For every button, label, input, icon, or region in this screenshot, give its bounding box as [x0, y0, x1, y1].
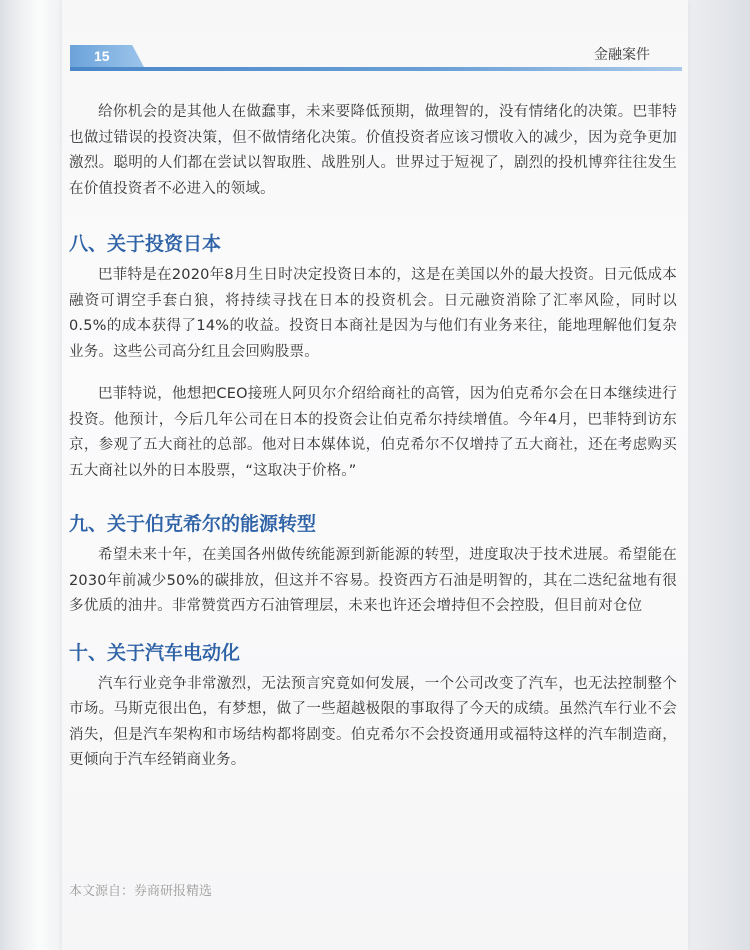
article-body — [69, 100, 677, 774]
page-number: 15 — [94, 48, 110, 64]
heading-japan: 八、关于投资日本 — [69, 233, 222, 255]
source-note: 本文源自：券商研报精选 — [69, 884, 213, 899]
paragraph-intro: 给你机会的是其他人在做蠢事，未来要降低预期，做理智的，没有情绪化的决策。巴菲特也做过错误的投资决策，但不做情绪化决策。价值投资者应该习惯收入的减少，因为竞争更加激烈。聪明的人们都在尝试以智取胜、战胜别人。世界过于短视了，剧烈的投机博弈往往发生在价值投资者不必进入的领域。 — [69, 104, 677, 197]
section-label: 金融案件 — [594, 47, 650, 63]
paragraph-ev: 汽车行业竞争非常激烈，无法预言究竟如何发展，一个公司改变了汽车，也无法控制整个市场。马斯克很出色，有梦想，做了一些超越极限的事取得了今天的成绩。虽然汽车行业不会消失，但是汽车架构和市场结构都将剧变。伯克希尔不会投资通用或福特这样的汽车制造商，更倾向于汽车经销商业务。 — [69, 675, 677, 768]
paragraph-energy: 希望未来十年，在美国各州做传统能源到新能源的转型，进度取决于技术进展。希望能在2030年前减少50%的碳排放，但这并不容易。投资西方石油是明智的，其在二迭纪盆地有很多优质的油井。非常赞赏西方石油管理层，未来也许还会增持但不会控股，但目前对仓位 — [69, 547, 677, 614]
heading-energy: 九、关于伯克希尔的能源转型 — [69, 513, 317, 535]
header-rule — [70, 67, 682, 71]
paragraph-japan-1: 巴菲特是在2020年8月生日时决定投资日本的，这是在美国以外的最大投资。日元低成本融资可谓空手套白狼，将持续寻找在日本的投资机会。日元融资消除了汇率风险，同时以0.5%的成本获得了14%的收益。投资日本商社是因为与他们有业务来往，能地理解他们复杂业务。这些公司高分红且会回购股票。 — [69, 267, 677, 360]
heading-ev: 十、关于汽车电动化 — [69, 641, 241, 664]
paragraph-japan-2: 巴菲特说，他想把CEO接班人阿贝尔介绍给商社的高管，因为伯克希尔会在日本继续进行投资。他预计，今后几年公司在日本的投资会让伯克希尔持续增值。今年4月，巴菲特到访东京，参观了五大商社的总部。他对日本媒体说，伯克希尔不仅增持了五大商社，还在考虑购买五大商社以外的日本股票，“这取决于价格。” — [69, 386, 677, 479]
